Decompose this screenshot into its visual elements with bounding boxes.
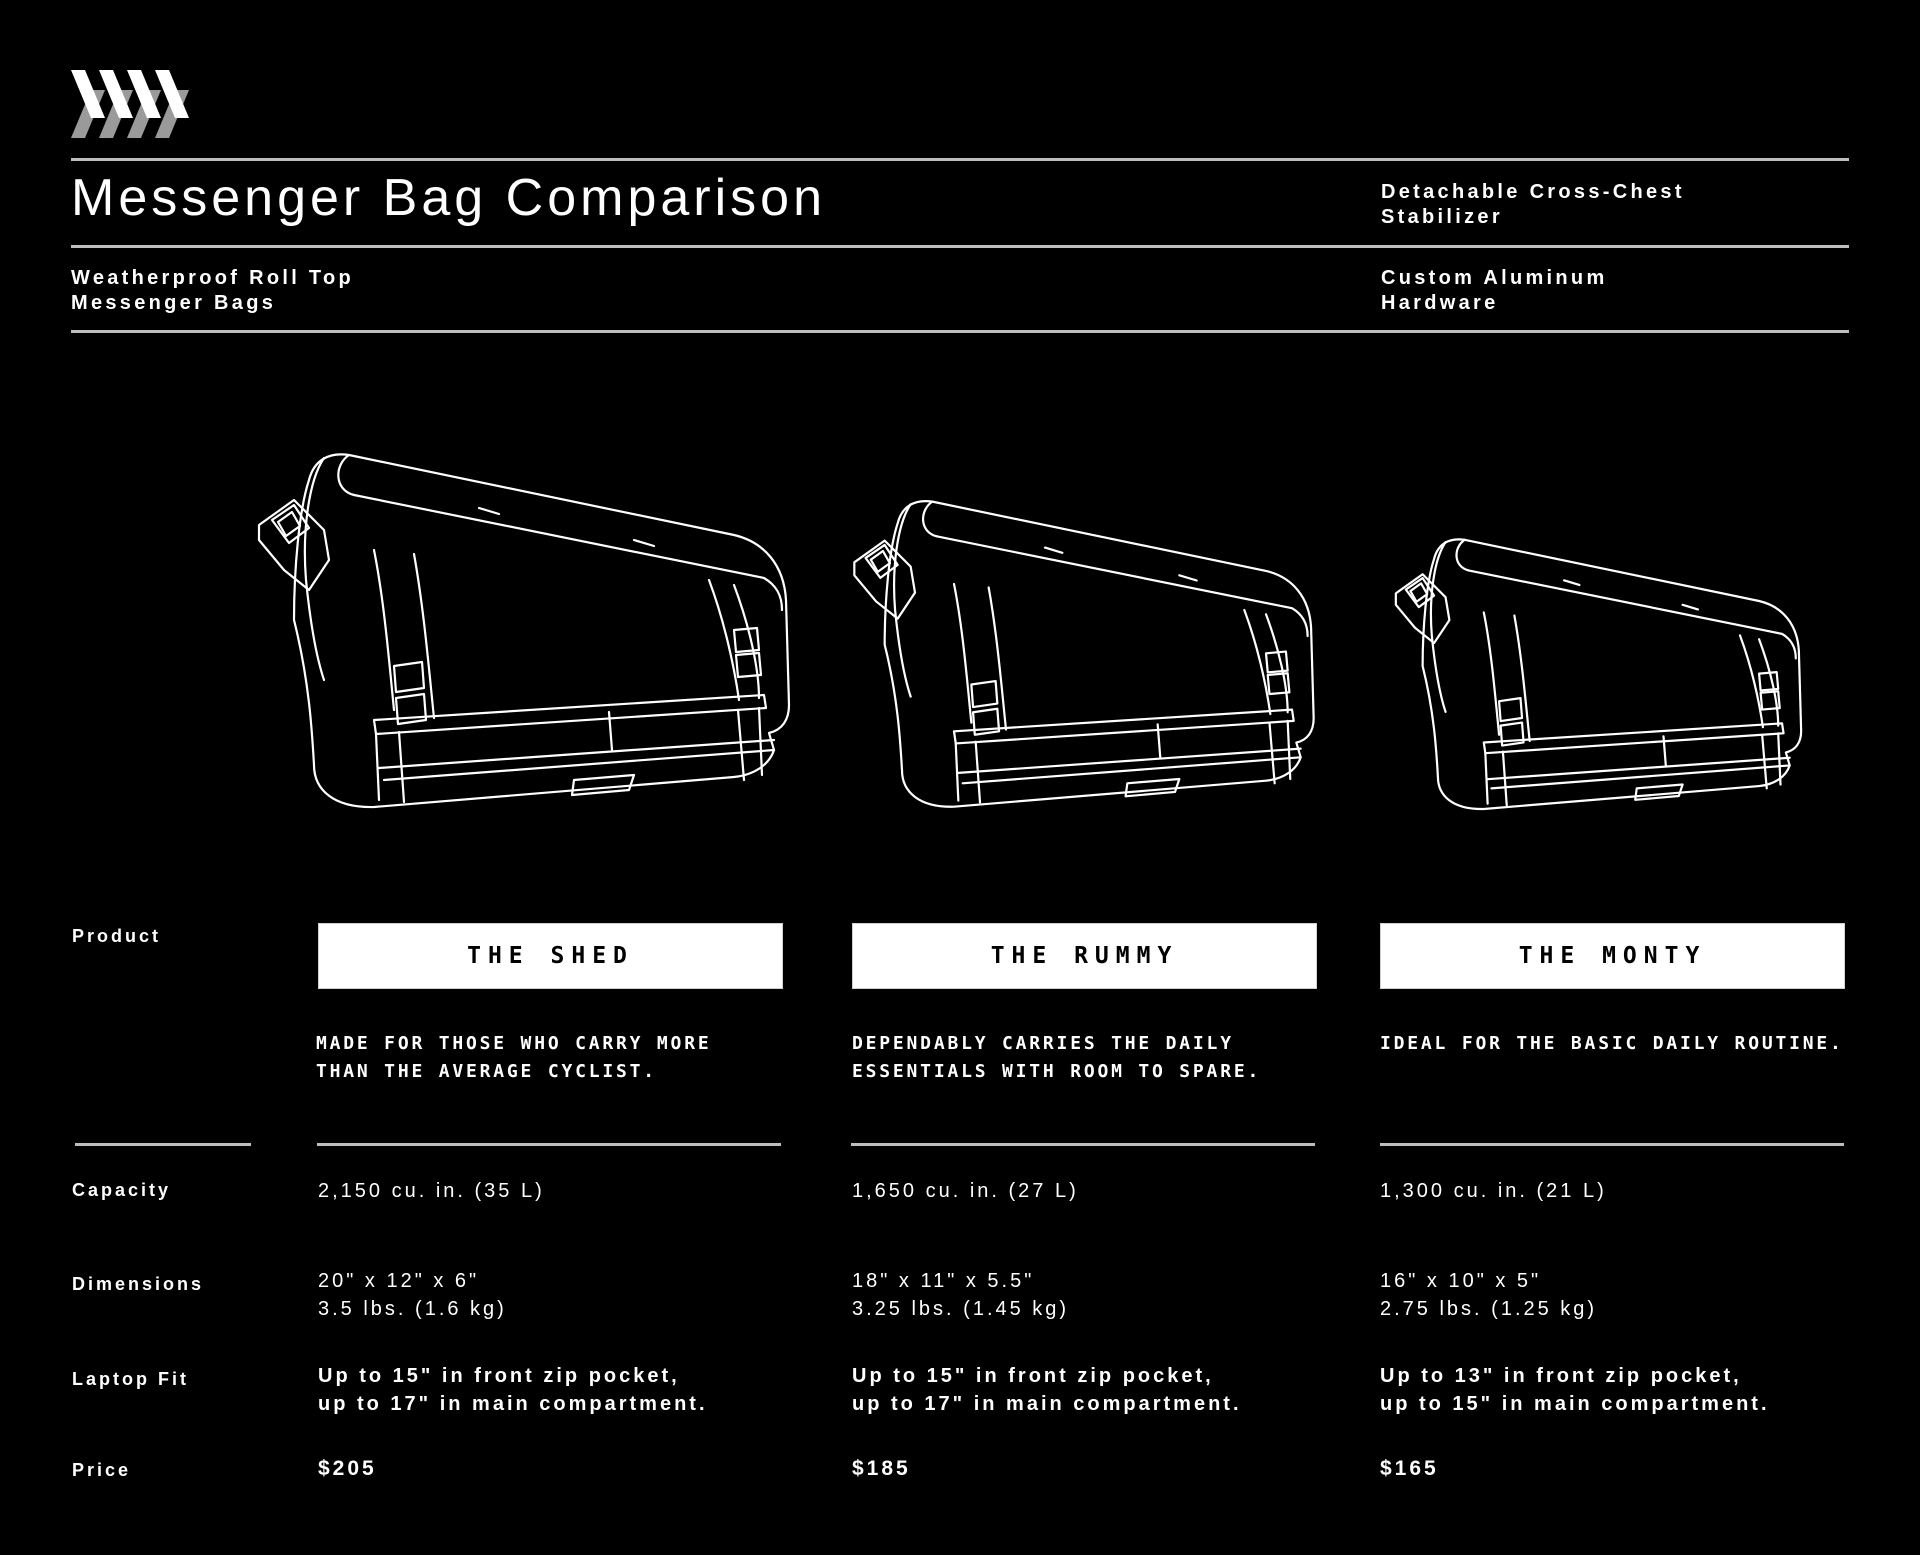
capacity-shed: 2,150 cu. in. (35 L) (318, 1180, 545, 1202)
product-name-rummy: THE RUMMY (852, 923, 1317, 989)
product-name-monty: THE MONTY (1380, 923, 1845, 989)
header-rule-bottom (71, 330, 1849, 333)
tagline-left: Weatherproof Roll Top Messenger Bags (71, 267, 354, 314)
laptop-fit-rummy: Up to 15" in front zip pocket, up to 17" in main compartment. (852, 1365, 1242, 1415)
bag-illustration-shed (254, 450, 794, 807)
label-capacity: Capacity (72, 1180, 172, 1200)
price-rummy: $185 (852, 1457, 911, 1480)
divider-labels (75, 1143, 251, 1146)
brand-logo-icon (71, 70, 189, 138)
feature-hardware: Custom Aluminum Hardware (1381, 267, 1608, 314)
label-laptop-fit: Laptop Fit (72, 1369, 189, 1389)
divider-monty (1380, 1143, 1844, 1146)
product-description-monty: IDEAL FOR THE BASIC DAILY ROUTINE. (1380, 1033, 1844, 1054)
bag-illustration-rummy (850, 497, 1318, 807)
laptop-fit-monty: Up to 13" in front zip pocket, up to 15" in main compartment. (1380, 1365, 1770, 1415)
divider-rummy (851, 1143, 1315, 1146)
dimensions-rummy: 18" x 11" x 5.5" 3.25 lbs. (1.45 kg) (852, 1270, 1070, 1320)
header-rule-top (71, 158, 1849, 161)
header-rule-middle (71, 245, 1849, 248)
price-monty: $165 (1380, 1457, 1439, 1480)
product-description-shed: MADE FOR THOSE WHO CARRY MORE THAN THE AVERAGE CYCLIST. (316, 1033, 712, 1082)
laptop-fit-shed: Up to 15" in front zip pocket, up to 17" in main compartment. (318, 1365, 708, 1415)
dimensions-shed: 20" x 12" x 6" 3.5 lbs. (1.6 kg) (318, 1270, 507, 1320)
divider-shed (317, 1143, 781, 1146)
feature-stabilizer: Detachable Cross-Chest Stabilizer (1381, 181, 1685, 228)
page-title: Messenger Bag Comparison (71, 169, 826, 227)
label-price: Price (72, 1460, 132, 1480)
price-shed: $205 (318, 1457, 377, 1480)
label-dimensions: Dimensions (72, 1274, 205, 1294)
label-product: Product (72, 926, 162, 946)
product-description-rummy: DEPENDABLY CARRIES THE DAILY ESSENTIALS WITH ROOM TO SPARE. (852, 1033, 1262, 1082)
product-name-shed: THE SHED (318, 923, 783, 989)
capacity-rummy: 1,650 cu. in. (27 L) (852, 1180, 1079, 1202)
capacity-monty: 1,300 cu. in. (21 L) (1380, 1180, 1607, 1202)
bag-illustration-monty (1392, 536, 1805, 809)
dimensions-monty: 16" x 10" x 5" 2.75 lbs. (1.25 kg) (1380, 1270, 1598, 1320)
